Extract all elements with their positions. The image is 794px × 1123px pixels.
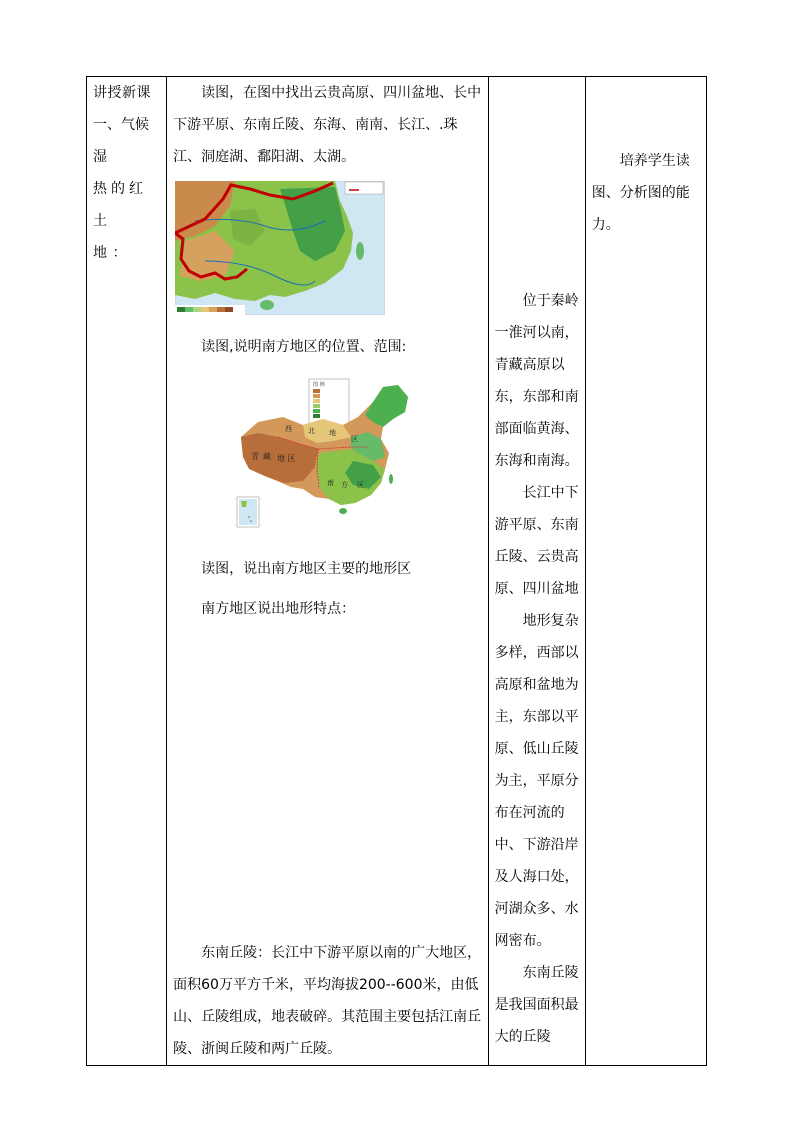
map2-label-fang: 方 bbox=[341, 481, 349, 489]
section-line-3: 热的红土 bbox=[93, 181, 147, 229]
section-line-4: 地 ： bbox=[93, 245, 127, 261]
map2-label-qu: 区 bbox=[351, 435, 359, 443]
southeast-hills-description: 东南丘陵：长江中下游平原以南的广大地区，面积60万平方千米，平均海拔200--600米，由低山、丘陵组成，地表破碎。其范围主要包括江南丘陵、浙闽丘陵和两广丘陵。 bbox=[173, 945, 482, 1057]
section-line-1: 讲授新课 bbox=[93, 85, 151, 101]
answer-location: 位于秦岭一淮河以南，青藏高原以东，东部和南部面临黄海、东海和南海。 bbox=[494, 293, 579, 469]
map2-label-qu2: 区 bbox=[357, 481, 365, 489]
answer-landform-regions: 长江中下游平原、东南丘陵、云贵高原、四川盆地 bbox=[494, 485, 579, 597]
answer-terrain-features: 地形复杂多样，西部以高原和盆地为主，东部以平原、低山丘陵为主，平原分布在河流的中、下游沿岸及人海口处，河湖众多、水网密布。 bbox=[494, 613, 579, 949]
map2-label-nan: 南 bbox=[327, 479, 335, 487]
china-regions-map bbox=[233, 377, 433, 537]
answer-southeast-hills: 东南丘陵是我国面积最大的丘陵 bbox=[494, 965, 579, 1045]
objective-cell bbox=[585, 77, 706, 1066]
map2-label-qing: 青 bbox=[251, 452, 260, 461]
map2-label-diqu: 地 区 bbox=[277, 454, 296, 463]
map2-label-xi: 西 bbox=[285, 425, 293, 433]
instruction-landform-regions: 读图，说出南方地区主要的地形区 bbox=[201, 561, 412, 577]
teaching-objective: 培养学生读图、分析图的能力。 bbox=[591, 153, 690, 233]
map2-label-zang: 藏 bbox=[263, 452, 272, 461]
section-title-cell bbox=[87, 77, 167, 1066]
south-china-topographic-map bbox=[175, 181, 385, 315]
instruction-terrain-features: 南方地区说出地形特点： bbox=[201, 601, 356, 617]
map2-label-north: 北 bbox=[308, 427, 316, 435]
section-line-2: 一、气候湿 bbox=[93, 117, 149, 165]
lesson-table bbox=[86, 76, 707, 1066]
instruction-location-range: 读图,说明南方地区的位置、范围: bbox=[201, 339, 407, 355]
map2-label-di: 地 bbox=[329, 429, 337, 437]
table-row bbox=[87, 77, 707, 1066]
map2-legend-title: 图 例 bbox=[313, 382, 325, 388]
answer-cell bbox=[488, 77, 585, 1066]
instruction-find-locations: 读图，在图中找出云贵高原、四川盆地、长中下游平原、东南丘陵、东海、南南、长江、.珠江、洞庭湖、鄱阳湖、太湖。 bbox=[173, 85, 482, 165]
content-cell bbox=[167, 77, 489, 1066]
